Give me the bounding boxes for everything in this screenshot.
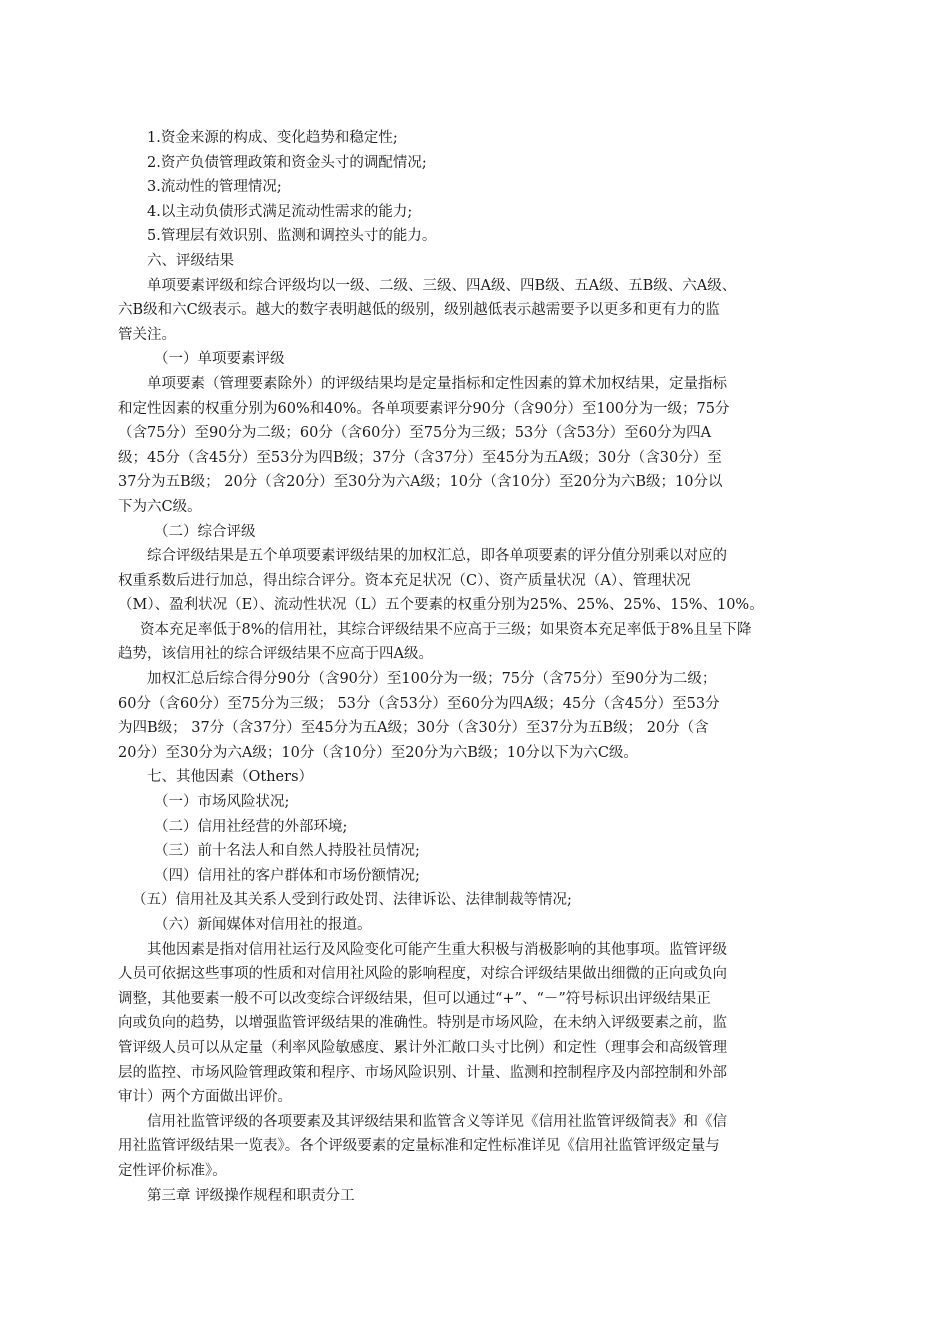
chapter-heading: 第三章 评级操作规程和职责分工 — [147, 1187, 355, 1204]
text-line: 管关注。 — [118, 326, 176, 343]
subsection-heading: （二）综合评级 — [154, 523, 256, 540]
text-line: （含75分）至90分为二级；60分（含60分）至75分为三级；53分（含53分）至60分为四A — [118, 425, 712, 442]
subsection-heading: （一）单项要素评级 — [154, 351, 285, 368]
text-line: 人员可依据这些事项的性质和对信用社风险的影响程度，对综合评级结果做出细微的正向或负向 — [118, 966, 727, 983]
text-line: 2.资产负债管理政策和资金头寸的调配情况; — [147, 154, 427, 171]
text-line: 为四B级； 37分（含37分）至45分为五A级；30分（含30分）至37分为五B级； 20分（含 — [118, 720, 709, 737]
text-line: 37分为五B级； 20分（含20分）至30分为六A级；10分（含10分）至20分为六B级；10分以 — [118, 474, 723, 491]
text-line: 定性评价标准》。 — [118, 1162, 227, 1179]
text-line: 级；45分（含45分）至53分为四B级；37分（含37分）至45分为五A级；30分（含30分）至 — [118, 449, 722, 466]
text-line: 综合评级结果是五个单项要素评级结果的加权汇总，即各单项要素的评分值分别乘以对应的 — [147, 548, 727, 565]
text-line: 加权汇总后综合得分90分（含90分）至100分为一级；75分（含75分）至90分为二级； — [147, 671, 717, 688]
text-line: 60分（含60分）至75分为三级； 53分（含53分）至60分为四A级；45分（含45分）至53分 — [118, 695, 720, 712]
text-line: 20分）至30分为六A级；10分（含10分）至20分为六B级；10分以下为六C级。 — [118, 744, 638, 761]
text-line: 5.管理层有效识别、监测和调控头寸的能力。 — [147, 228, 437, 245]
text-line: 信用社监管评级的各项要素及其评级结果和监管含义等详见《信用社监管评级简表》和《信 — [147, 1113, 727, 1130]
text-line: 权重系数后进行加总，得出综合评分。资本充足状况（C）、资产质量状况（A）、管理状况 — [118, 572, 691, 589]
list-item: （四）信用社的客户群体和市场份额情况; — [154, 867, 420, 884]
list-item: （三）前十名法人和自然人持股社员情况; — [154, 843, 420, 860]
list-item: （一）市场风险状况; — [154, 794, 290, 811]
section-heading: 七、其他因素（Others） — [147, 769, 314, 786]
text-line: 3.流动性的管理情况; — [147, 179, 282, 196]
text-line: 调整，其他要素一般不可以改变综合评级结果，但可以通过“+”、“－”符号标识出评级结果正 — [118, 990, 711, 1007]
list-item: （六）新闻媒体对信用社的报道。 — [154, 917, 372, 933]
text-line: 趋势，该信用社的综合评级结果不应高于四A级。 — [118, 646, 433, 663]
list-item: （五）信用社及其关系人受到行政处罚、法律诉讼、法律制裁等情况; — [132, 892, 572, 909]
text-line: 管评级人员可以从定量（利率风险敏感度、累计外汇敞口头寸比例）和定性（理事会和高级管理 — [118, 1039, 727, 1056]
text-line: 单项要素（管理要素除外）的评级结果均是定量指标和定性因素的算术加权结果，定量指标 — [147, 375, 727, 392]
text-line: 六B级和六C级表示。越大的数字表明越低的级别，级别越低表示越需要予以更多和更有力的监 — [118, 302, 720, 319]
text-line: 向或负向的趋势，以增强监管评级结果的准确性。特别是市场风险，在未纳入评级要素之前，监 — [118, 1015, 727, 1032]
text-line: 下为六C级。 — [118, 498, 202, 515]
text-line: 用社监管评级结果一览表》。各个评级要素的定量标准和定性标准详见《信用社监管评级定量与 — [118, 1138, 720, 1155]
text-line: 单项要素评级和综合评级均以一级、二级、三级、四A级、四B级、五A级、五B级、六A级、 — [147, 277, 737, 294]
section-heading: 六、评级结果 — [147, 252, 234, 269]
list-item: （二）信用社经营的外部环境; — [154, 818, 348, 835]
text-line: 1.资金来源的构成、变化趋势和稳定性; — [147, 130, 398, 146]
text-line: 审计）两个方面做出评价。 — [118, 1089, 292, 1106]
text-line: 4.以主动负债形式满足流动性需求的能力; — [147, 203, 413, 220]
text-line: 层的监控、市场风险管理政策和程序、市场风险识别、计量、监测和控制程序及内部控制和外部 — [118, 1064, 727, 1081]
text-line: 和定性因素的权重分别为60%和40%。各单项要素评分90分（含90分）至100分为一级；75分 — [118, 400, 730, 417]
text-line: 资本充足率低于8%的信用社，其综合评级结果不应高于三级；如果资本充足率低于8%且呈下降 — [140, 621, 752, 638]
document-body — [118, 126, 838, 1208]
text-line: （M）、盈利状况（E）、流动性状况（L）五个要素的权重分别为25%、25%、25%、15%、10%。 — [118, 597, 764, 614]
text-line: 其他因素是指对信用社运行及风险变化可能产生重大积极与消极影响的其他事项。监管评级 — [147, 941, 727, 958]
